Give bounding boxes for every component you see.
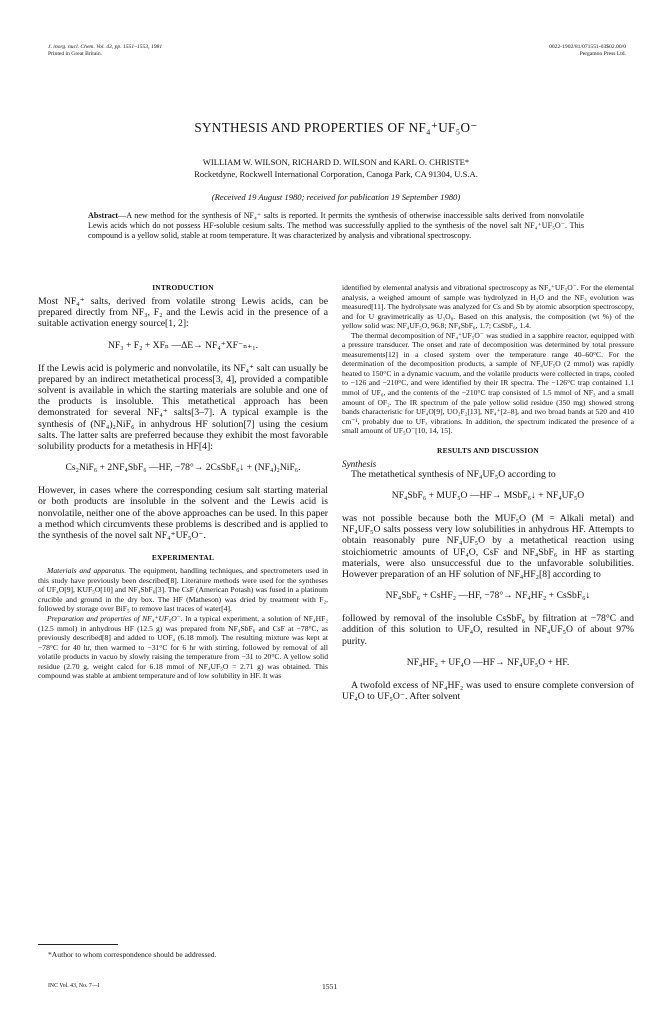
intro-paragraph-3: However, in cases where the corresponding cesium salt starting material or both products are insoluble in the solvent and the Lewis acid is nonvolatile, neither one of the above approaches can be used. In this paper a method which circumvents these problems is described and is applied to the synthesis of the novel salt NF₄⁺UF₅O⁻. [38,485,328,542]
intro-paragraph-2: If the Lewis acid is polymeric and nonvolatile, its NF₄⁺ salt can usually be prepared by an indirect metathetical process[3, 4], provided a compatible solvent is available in which the starting materials are soluble and one of the products is insoluble. This metathetical approach has been demonstrated for several NF₄⁺ salts[3–7]. A typical example is the synthesis of (NF₄)₂NiF₆ in anhydrous HF solution[7] using the cesium salts. The latter salts are preferred because they exhibit the most favorable solubility products for a metathesis in HF[4]: [38,362,328,453]
affiliation: Rocketdyne, Rockwell International Corporation, Canoga Park, CA 91304, U.S.A. [194,169,478,179]
article-title: SYNTHESIS AND PROPERTIES OF NF₄⁺UF₅O⁻ [194,120,478,135]
equation-5: NF₄HF₂ + UF₄O —HF→ NF₄UF₅O + HF. [406,656,570,668]
results-heading: RESULTS AND DISCUSSION [437,445,539,455]
right-column [342,283,634,1008]
printed-in: Printed in Great Britain. [48,51,103,58]
volume-footer: INC Vol. 43, No. 7—I [48,983,100,989]
publisher: Pergamon Press Ltd. [579,51,626,58]
equation-4: NF₄SbF₆ + CsHF₂ —HF, −78°→ NF₄HF₂ + CsSbF₆↓ [385,590,591,602]
running-header-left [48,44,268,59]
results-paragraph-4: A twofold excess of NF₄HF₂ was used to ensure complete conversion of UF₄O to UF₅O⁻. After solvent [342,679,634,702]
abstract [88,211,584,240]
author-list: WILLIAM W. WILSON, RICHARD D. WILSON and KARL O. CHRISTE* [202,157,470,167]
synthesis-subheading: Synthesis [342,458,377,469]
page-number: 1551 [322,982,338,991]
introduction-heading: INTRODUCTION [152,283,214,292]
experimental-paragraph-3: The thermal decomposition of NF₄⁺UF₅O⁻ was studied in a sapphire reactor, equipped with a pressure transducer. The onset and rate of decomposition was determined by total pressure measurements[12] in a closed system over the temperature range 40–60°C. For the determination of the decomposition products, a sample of NF₄UF₅O (2 mmol) was rapidly heated to 150°C in a dynamic vacuum, and the volatile products were collected in traps, cooled to −126 and −210°C, and were identified by their IR spectra. The −126°C trap contained 1.1 mmol of UF₆, and the contents of the −210°C trap consisted of 1.5 mmol of NF₃ and a small amount of OF₂. The IR spectrum of the pale yellow solid residue (350 mg) showed strong bands characteristic for UF₄O[9], UO₂F₂[13], NF₄⁺[2–8], and two broad bands at 520 and 410 cm⁻¹, probably due to UFₓ vibrations. In addition, the spectrum indicated the presence of a small amount of UF₅O⁻[10, 14, 15]. [342,330,634,436]
equation-3: NF₄SbF₆ + MUF₅O —HF→ MSbF₆↓ + NF₄UF₅O [391,489,585,501]
results-paragraph-1: The metathetical synthesis of NF₄UF₅O according to [351,468,556,480]
journal-citation: J. inorg. nucl. Chem. Vol. 43, pp. 1551–1553, 1981 [48,44,163,50]
footnote: *Author to whom correspondence should be addressed. [48,950,217,959]
preparation-label: Preparation and properties of NF₄⁺UF₅O⁻. [47,613,183,623]
footnote-divider [38,944,118,945]
abstract-text: —A new method for the synthesis of NF₄⁺ salts is reported. It permits the synthesis of otherwise inaccessible salts derived from nonvolatile Lewis acids which do not possess HF-soluble cesium salts. The method was successfully applied to the synthesis of the novel salt NF₄⁺UF₅O⁻. This compound is a yellow solid, stable at room temperature. It was characterized by analysis and vibrational spectroscopy. [88,211,584,240]
equation-2: Cs₂NiF₆ + 2NF₄SbF₆ —HF, −78°→ 2CsSbF₆↓ + (NF₄)₂NiF₆. [65,462,301,474]
experimental-paragraph-1 [38,566,328,614]
materials-label: Materials and apparatus. [47,566,127,576]
equation-1: NF₃ + F₂ + XFₙ —ΔE→ NF₄⁺XF⁻ₙ₊₁. [107,339,259,351]
experimental-heading: EXPERIMENTAL [151,553,215,563]
article-code: 0022-1902/81/071551-03$02.00/0 [549,44,626,50]
intro-paragraph-1: Most NF₄⁺ salts, derived from volatile strong Lewis acids, can be prepared directly from NF₃, F₂ and the Lewis acid in the presence of a suitable activation energy source[1, 2]: [38,296,328,330]
results-paragraph-3: followed by removal of the insoluble CsSbF₆ by filtration at −78°C and addition of this solution to UF₄O, resulted in NF₄UF₅O of about 97% purity. [342,613,634,647]
running-header-right [406,44,626,59]
received-dates: (Received 19 August 1980; received for publication 19 September 1980) [211,192,461,202]
left-column [38,283,328,943]
experimental-paragraph-2 [38,614,328,681]
preparation-text: In a typical experiment, a solution of NF₄HF₂ (12.5 mmol) in anhydrous HF (12.5 g) was prepared from NF₄SbF₆ and CsF at −78°C, as previously described[8] and added to UOF₄ (6.18 mmol). The resulting mixture was kept at −78°C for 40 hr, then warmed to −31°C for 6 hr with stirring, followed by removal of all volatile products in vacuo by slowly raising the temperature from −31 to 20°C. A yellow solid residue (2.70 g, weight calcd for 6.18 mmol of NF₄UF₅O = 2.71 g) was obtained. This compound was stable at ambient temperature and of low solubility in HF. It was [38,613,328,681]
abstract-label: Abstract [88,211,119,220]
results-paragraph-2: was not possible because both the MUF₅O (M = Alkali metal) and NF₄UF₅O salts possess very low solubilities in anhydrous HF. Attempts to obtain reasonably pure NF₄UF₅O by a metathetical reaction using stoichiometric amounts of UF₄O, CsF and NF₄SbF₆ in HF as starting materials, were also unsuccessful due to the unfavorable solubilities. However preparation of an HF solution of NF₄HF₂[8] according to [342,512,634,580]
experimental-paragraph-2-continued: identified by elemental analysis and vibrational spectroscopy as NF₄⁺UF₅O⁻. For the elemental analysis, a weighed amount of sample was hydrolyzed in H₂O and the NF₃ evolution was measured[11]. The hydrolysate was analyzed for Cs and Sb by atomic absorption spectroscopy, and for U gravimetrically as U₃O₈. Based on this analysis, the composition (wt %) of the yellow solid was: NF₄UF₅O, 96.8; NF₄SbF₆, 1.7; CsSbF₆, 1.4. [342,283,634,331]
materials-text: The equipment, handling techniques, and spectrometers used in this study have previously been described[8]. Literature methods were used for the syntheses of UF₄O[9], KUF₅O[10] and NF₄SbF₆[3]. The CsF (American Potash) was fused in a platinum crucible and ground in the dry box. The HF (Matheson) was dried by treatment with F₂, followed by storage over BiF₅ to remove last traces of water[4]. [38,566,328,614]
